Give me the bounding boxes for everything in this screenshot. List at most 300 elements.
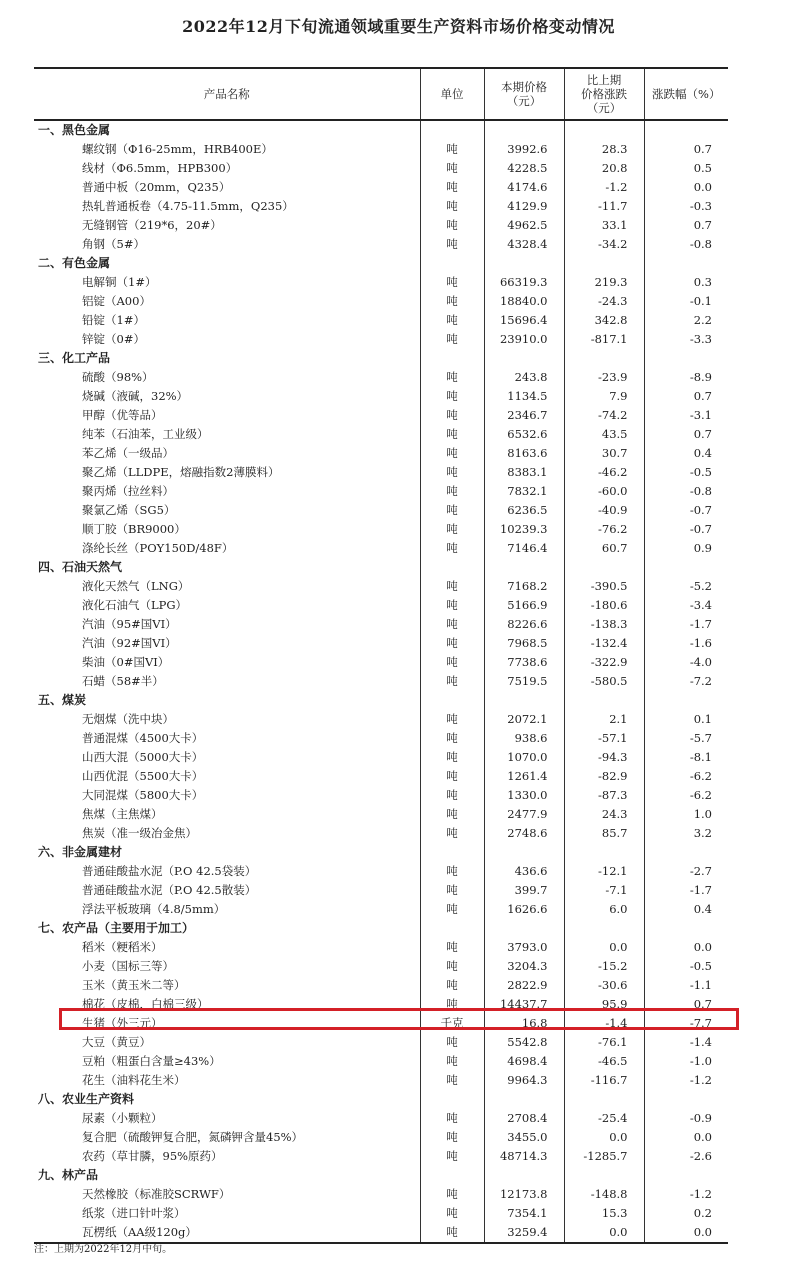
product-name: 无缝钢管（219*6，20#）	[82, 218, 222, 232]
pct-cell: 0.7	[644, 425, 728, 444]
empty-cell	[420, 254, 484, 273]
pct-cell: -0.7	[644, 501, 728, 520]
empty-cell	[644, 120, 728, 140]
pct-cell: -1.2	[644, 1185, 728, 1204]
unit-cell: 吨	[420, 957, 484, 976]
table-row	[34, 520, 728, 539]
header-change	[564, 68, 644, 120]
unit-cell: 吨	[420, 235, 484, 254]
empty-cell	[564, 919, 644, 938]
header-change-line1: 比上期	[586, 73, 622, 87]
header-product-name: 产品名称	[34, 68, 420, 120]
change-cell: -1285.7	[564, 1147, 644, 1166]
unit-cell: 吨	[420, 368, 484, 387]
price-cell: 4962.5	[484, 216, 564, 235]
product-name: 液化天然气（LNG）	[82, 579, 190, 593]
table-row	[34, 1109, 728, 1128]
price-cell: 48714.3	[484, 1147, 564, 1166]
change-cell: 24.3	[564, 805, 644, 824]
unit-cell: 吨	[420, 786, 484, 805]
empty-cell	[484, 843, 564, 862]
table-row	[34, 729, 728, 748]
table-row	[34, 425, 728, 444]
change-cell: 0.0	[564, 1128, 644, 1147]
table-row	[34, 1052, 728, 1071]
product-name: 大豆（黄豆）	[82, 1035, 151, 1049]
change-cell: 95.9	[564, 995, 644, 1014]
pct-cell: -7.7	[644, 1014, 728, 1033]
product-name: 山西优混（5500大卡）	[82, 769, 204, 783]
unit-cell: 吨	[420, 387, 484, 406]
header-row	[34, 68, 728, 120]
table-row	[34, 216, 728, 235]
table-row	[34, 273, 728, 292]
table-row	[34, 501, 728, 520]
price-cell: 7738.6	[484, 653, 564, 672]
category-row	[34, 558, 728, 577]
product-name: 铅锭（1#）	[82, 313, 145, 327]
unit-cell: 吨	[420, 1109, 484, 1128]
pct-cell: 0.5	[644, 159, 728, 178]
table-row	[34, 140, 728, 159]
table-row	[34, 748, 728, 767]
empty-cell	[484, 1090, 564, 1109]
pct-cell: 0.4	[644, 444, 728, 463]
pct-cell: 0.1	[644, 710, 728, 729]
price-table-container	[34, 67, 728, 1244]
table-row	[34, 824, 728, 843]
change-cell: 7.9	[564, 387, 644, 406]
product-name: 农药（草甘膦，95%原药）	[82, 1149, 223, 1163]
category-label: 一、黑色金属	[38, 123, 111, 137]
table-row	[34, 159, 728, 178]
product-name: 螺纹钢（Φ16-25mm，HRB400E）	[82, 142, 273, 156]
change-cell: -87.3	[564, 786, 644, 805]
table-header	[34, 68, 728, 120]
table-row	[34, 330, 728, 349]
pct-cell: 0.3	[644, 273, 728, 292]
table-row	[34, 995, 728, 1014]
change-cell: -74.2	[564, 406, 644, 425]
pct-cell: -3.4	[644, 596, 728, 615]
product-name: 无烟煤（洗中块）	[82, 712, 174, 726]
pct-cell: 3.2	[644, 824, 728, 843]
price-cell: 2748.6	[484, 824, 564, 843]
price-cell: 12173.8	[484, 1185, 564, 1204]
product-name: 小麦（国标三等）	[82, 959, 174, 973]
price-cell: 4129.9	[484, 197, 564, 216]
empty-cell	[484, 254, 564, 273]
table-row	[34, 292, 728, 311]
change-cell: -12.1	[564, 862, 644, 881]
price-cell: 7146.4	[484, 539, 564, 558]
unit-cell: 吨	[420, 710, 484, 729]
empty-cell	[644, 349, 728, 368]
product-name: 普通硅酸盐水泥（P.O 42.5袋装）	[82, 864, 257, 878]
price-cell: 7832.1	[484, 482, 564, 501]
change-cell: -7.1	[564, 881, 644, 900]
pct-cell: -0.9	[644, 1109, 728, 1128]
empty-cell	[420, 1090, 484, 1109]
pct-cell: -7.2	[644, 672, 728, 691]
change-cell: -30.6	[564, 976, 644, 995]
unit-cell: 吨	[420, 577, 484, 596]
table-row	[34, 1033, 728, 1052]
empty-cell	[644, 843, 728, 862]
pct-cell: -5.2	[644, 577, 728, 596]
unit-cell: 吨	[420, 178, 484, 197]
unit-cell: 吨	[420, 653, 484, 672]
price-cell: 3259.4	[484, 1223, 564, 1243]
unit-cell: 吨	[420, 311, 484, 330]
table-row	[34, 710, 728, 729]
unit-cell: 吨	[420, 900, 484, 919]
empty-cell	[420, 349, 484, 368]
table-row	[34, 311, 728, 330]
change-cell: 60.7	[564, 539, 644, 558]
change-cell: -60.0	[564, 482, 644, 501]
price-cell: 2708.4	[484, 1109, 564, 1128]
pct-cell: -3.3	[644, 330, 728, 349]
change-cell: 20.8	[564, 159, 644, 178]
table-row	[34, 235, 728, 254]
change-cell: -46.5	[564, 1052, 644, 1071]
change-cell: -322.9	[564, 653, 644, 672]
price-cell: 6236.5	[484, 501, 564, 520]
pct-cell: 0.0	[644, 1223, 728, 1243]
change-cell: -34.2	[564, 235, 644, 254]
table-row	[34, 976, 728, 995]
table-row	[34, 178, 728, 197]
table-row	[34, 596, 728, 615]
change-cell: 33.1	[564, 216, 644, 235]
category-label: 二、有色金属	[38, 256, 111, 270]
empty-cell	[644, 1090, 728, 1109]
product-name: 涤纶长丝（POY150D/48F）	[82, 541, 234, 555]
unit-cell: 吨	[420, 938, 484, 957]
header-price	[484, 68, 564, 120]
change-cell: -148.8	[564, 1185, 644, 1204]
product-name: 苯乙烯（一级品）	[82, 446, 174, 460]
unit-cell: 吨	[420, 1052, 484, 1071]
change-cell: -94.3	[564, 748, 644, 767]
price-cell: 15696.4	[484, 311, 564, 330]
table-body	[34, 120, 728, 1243]
change-cell: -11.7	[564, 197, 644, 216]
product-name: 生猪（外三元）	[82, 1016, 163, 1030]
header-change-line2: 价格涨跌	[581, 87, 627, 101]
empty-cell	[564, 349, 644, 368]
unit-cell: 吨	[420, 444, 484, 463]
change-cell: 85.7	[564, 824, 644, 843]
empty-cell	[564, 558, 644, 577]
price-cell: 66319.3	[484, 273, 564, 292]
price-cell: 2822.9	[484, 976, 564, 995]
price-cell: 3992.6	[484, 140, 564, 159]
product-name: 豆粕（粗蛋白含量≥43%）	[82, 1054, 221, 1068]
table-row	[34, 805, 728, 824]
product-name: 热轧普通板卷（4.75-11.5mm，Q235）	[82, 199, 294, 213]
unit-cell: 吨	[420, 140, 484, 159]
product-name: 焦煤（主焦煤）	[82, 807, 163, 821]
price-cell: 4328.4	[484, 235, 564, 254]
category-label: 九、林产品	[38, 1168, 99, 1182]
pct-cell: 0.4	[644, 900, 728, 919]
empty-cell	[420, 120, 484, 140]
change-cell: -24.3	[564, 292, 644, 311]
product-name: 铝锭（A00）	[82, 294, 151, 308]
table-row	[34, 406, 728, 425]
table-row	[34, 672, 728, 691]
price-cell: 1626.6	[484, 900, 564, 919]
table-row	[34, 1128, 728, 1147]
unit-cell: 吨	[420, 330, 484, 349]
product-name: 角钢（5#）	[82, 237, 145, 251]
category-label: 八、农业生产资料	[38, 1092, 135, 1106]
pct-cell: 0.7	[644, 216, 728, 235]
price-cell: 938.6	[484, 729, 564, 748]
price-cell: 18840.0	[484, 292, 564, 311]
unit-cell: 吨	[420, 1204, 484, 1223]
change-cell: 219.3	[564, 273, 644, 292]
product-name: 电解铜（1#）	[82, 275, 157, 289]
product-name: 柴油（0#国VI）	[82, 655, 170, 669]
table-row	[34, 653, 728, 672]
unit-cell: 吨	[420, 482, 484, 501]
price-cell: 243.8	[484, 368, 564, 387]
pct-cell: 2.2	[644, 311, 728, 330]
pct-cell: -0.5	[644, 463, 728, 482]
price-cell: 10239.3	[484, 520, 564, 539]
change-cell: -25.4	[564, 1109, 644, 1128]
unit-cell: 吨	[420, 1223, 484, 1243]
pct-cell: -2.7	[644, 862, 728, 881]
pct-cell: -6.2	[644, 767, 728, 786]
change-cell: -138.3	[564, 615, 644, 634]
category-label: 六、非金属建材	[38, 845, 123, 859]
price-cell: 8163.6	[484, 444, 564, 463]
pct-cell: -0.8	[644, 235, 728, 254]
empty-cell	[644, 254, 728, 273]
product-name: 浮法平板玻璃（4.8/5mm）	[82, 902, 226, 916]
table-row	[34, 938, 728, 957]
unit-cell: 吨	[420, 216, 484, 235]
unit-cell: 吨	[420, 1185, 484, 1204]
pct-cell: -6.2	[644, 786, 728, 805]
unit-cell: 吨	[420, 672, 484, 691]
footnote: 注：上期为2022年12月中旬。	[34, 1244, 173, 1255]
unit-cell: 吨	[420, 862, 484, 881]
change-cell: -390.5	[564, 577, 644, 596]
pct-cell: -8.9	[644, 368, 728, 387]
price-cell: 6532.6	[484, 425, 564, 444]
pct-cell: 0.2	[644, 1204, 728, 1223]
unit-cell: 吨	[420, 976, 484, 995]
unit-cell: 吨	[420, 615, 484, 634]
pct-cell: 0.9	[644, 539, 728, 558]
pct-cell: 1.0	[644, 805, 728, 824]
header-change-line3: （元）	[586, 101, 622, 115]
product-name: 顺丁胶（BR9000）	[82, 522, 186, 536]
category-row	[34, 1166, 728, 1185]
pct-cell: -1.2	[644, 1071, 728, 1090]
unit-cell: 吨	[420, 406, 484, 425]
product-name: 天然橡胶（标准胶SCRWF）	[82, 1187, 231, 1201]
unit-cell: 吨	[420, 767, 484, 786]
product-name: 大同混煤（5800大卡）	[82, 788, 204, 802]
pct-cell: 0.0	[644, 938, 728, 957]
product-name: 山西大混（5000大卡）	[82, 750, 204, 764]
change-cell: -132.4	[564, 634, 644, 653]
price-cell: 23910.0	[484, 330, 564, 349]
unit-cell: 吨	[420, 729, 484, 748]
price-cell: 7519.5	[484, 672, 564, 691]
unit-cell: 吨	[420, 805, 484, 824]
change-cell: 30.7	[564, 444, 644, 463]
product-name: 聚丙烯（拉丝料）	[82, 484, 174, 498]
unit-cell: 吨	[420, 539, 484, 558]
price-cell: 8383.1	[484, 463, 564, 482]
pct-cell: -3.1	[644, 406, 728, 425]
pct-cell: 0.0	[644, 1128, 728, 1147]
empty-cell	[420, 691, 484, 710]
unit-cell: 吨	[420, 520, 484, 539]
product-name: 棉花（皮棉，白棉三级）	[82, 997, 209, 1011]
empty-cell	[484, 1166, 564, 1185]
price-cell: 5542.8	[484, 1033, 564, 1052]
unit-cell: 吨	[420, 1033, 484, 1052]
price-cell: 1070.0	[484, 748, 564, 767]
change-cell: 0.0	[564, 938, 644, 957]
category-row	[34, 843, 728, 862]
product-name: 复合肥（硫酸钾复合肥，氮磷钾含量45%）	[82, 1130, 304, 1144]
pct-cell: -5.7	[644, 729, 728, 748]
empty-cell	[644, 691, 728, 710]
change-cell: -580.5	[564, 672, 644, 691]
product-name: 硫酸（98%）	[82, 370, 154, 384]
product-name: 焦炭（准一级冶金焦）	[82, 826, 197, 840]
category-row	[34, 254, 728, 273]
unit-cell: 吨	[420, 881, 484, 900]
unit-cell: 吨	[420, 425, 484, 444]
pct-cell: 0.7	[644, 387, 728, 406]
empty-cell	[644, 919, 728, 938]
empty-cell	[564, 1166, 644, 1185]
price-cell: 1261.4	[484, 767, 564, 786]
product-name: 石蜡（58#半）	[82, 674, 164, 688]
price-cell: 2346.7	[484, 406, 564, 425]
pct-cell: -1.6	[644, 634, 728, 653]
table-row	[34, 862, 728, 881]
change-cell: -116.7	[564, 1071, 644, 1090]
pct-cell: -0.1	[644, 292, 728, 311]
price-cell: 2072.1	[484, 710, 564, 729]
change-cell: 43.5	[564, 425, 644, 444]
header-unit: 单位	[420, 68, 484, 120]
unit-cell: 吨	[420, 501, 484, 520]
price-cell: 7968.5	[484, 634, 564, 653]
empty-cell	[420, 919, 484, 938]
change-cell: -817.1	[564, 330, 644, 349]
product-name: 汽油（92#国VI）	[82, 636, 177, 650]
table-row	[34, 463, 728, 482]
product-name: 稻米（粳稻米）	[82, 940, 163, 954]
change-cell: 342.8	[564, 311, 644, 330]
empty-cell	[644, 558, 728, 577]
category-label: 五、煤炭	[38, 693, 87, 707]
table-row	[34, 881, 728, 900]
change-cell: -57.1	[564, 729, 644, 748]
pct-cell: 0.7	[644, 995, 728, 1014]
product-name: 液化石油气（LPG）	[82, 598, 188, 612]
empty-cell	[420, 558, 484, 577]
price-cell: 399.7	[484, 881, 564, 900]
pct-cell: -1.7	[644, 615, 728, 634]
unit-cell: 吨	[420, 1128, 484, 1147]
product-name: 线材（Φ6.5mm，HPB300）	[82, 161, 238, 175]
price-cell: 3204.3	[484, 957, 564, 976]
change-cell: -180.6	[564, 596, 644, 615]
unit-cell: 吨	[420, 197, 484, 216]
pct-cell: -4.0	[644, 653, 728, 672]
change-cell: -23.9	[564, 368, 644, 387]
page-title: 2022年12月下旬流通领域重要生产资料市场价格变动情况	[182, 17, 615, 36]
table-row	[34, 767, 728, 786]
price-cell: 14437.7	[484, 995, 564, 1014]
price-cell: 7354.1	[484, 1204, 564, 1223]
product-name: 纸浆（进口针叶浆）	[82, 1206, 186, 1220]
table-row	[34, 1014, 728, 1033]
product-name: 聚乙烯（LLDPE，熔融指数2薄膜料）	[82, 465, 280, 479]
table-row	[34, 368, 728, 387]
empty-cell	[484, 691, 564, 710]
pct-cell: -0.3	[644, 197, 728, 216]
unit-cell: 吨	[420, 596, 484, 615]
header-pct: 涨跌幅（%）	[644, 68, 728, 120]
empty-cell	[564, 120, 644, 140]
change-cell: 2.1	[564, 710, 644, 729]
price-cell: 2477.9	[484, 805, 564, 824]
pct-cell: -1.4	[644, 1033, 728, 1052]
empty-cell	[484, 349, 564, 368]
table-row	[34, 1071, 728, 1090]
empty-cell	[484, 919, 564, 938]
category-label: 三、化工产品	[38, 351, 111, 365]
change-cell: 15.3	[564, 1204, 644, 1223]
unit-cell: 吨	[420, 995, 484, 1014]
price-cell: 4698.4	[484, 1052, 564, 1071]
product-name: 锌锭（0#）	[82, 332, 145, 346]
price-cell: 4228.5	[484, 159, 564, 178]
empty-cell	[644, 1166, 728, 1185]
pct-cell: -2.6	[644, 1147, 728, 1166]
category-row	[34, 120, 728, 140]
change-cell: 0.0	[564, 1223, 644, 1243]
pct-cell: 0.0	[644, 178, 728, 197]
change-cell: 28.3	[564, 140, 644, 159]
product-name: 甲醇（优等品）	[82, 408, 163, 422]
unit-cell: 吨	[420, 292, 484, 311]
change-cell: -1.2	[564, 178, 644, 197]
price-table	[34, 67, 728, 1244]
product-name: 汽油（95#国VI）	[82, 617, 177, 631]
price-cell: 4174.6	[484, 178, 564, 197]
pct-cell: -0.7	[644, 520, 728, 539]
price-cell: 436.6	[484, 862, 564, 881]
table-row	[34, 1147, 728, 1166]
table-row	[34, 957, 728, 976]
pct-cell: -1.0	[644, 1052, 728, 1071]
